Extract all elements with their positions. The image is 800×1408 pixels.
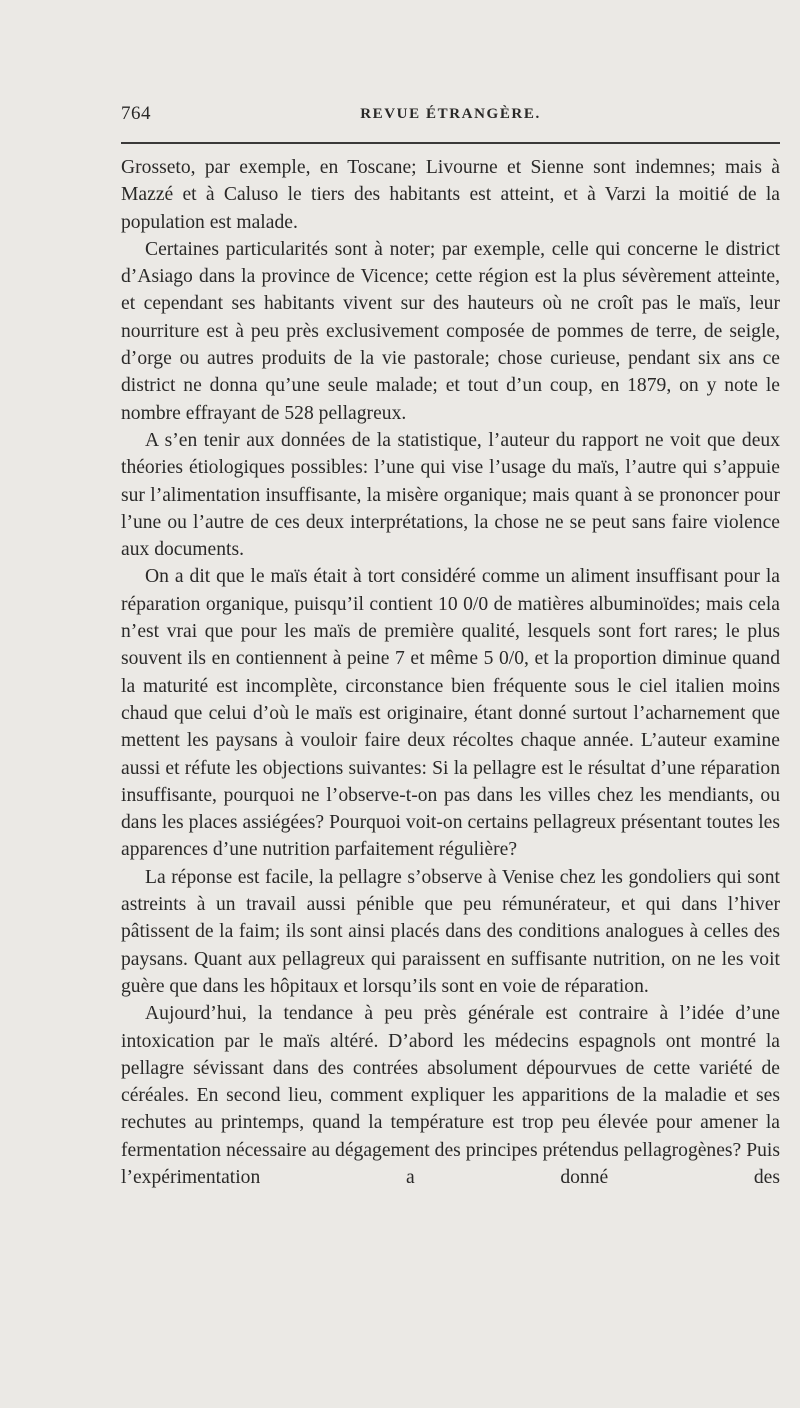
paragraph: Grosseto, par exemple, en Toscane; Livourne et Sienne sont indemnes; mais à Mazzé et à Caluso le tiers des habitants est atteint, et à Varzi la moitié de la population est malade. <box>121 157 780 233</box>
paragraph: Certaines particularités sont à noter; par exemple, celle qui concerne le district d’Asiago dans la province de Vicence; cette région est la plus sévèrement atteinte, et cependant ses habitants vivent sur des hauteurs où ne croît pas le maïs, leur nourriture est à peu près exclusivement composée de pommes de terre, de seigle, d’orge ou autres produits de la vie pastorale; chose curieuse, pendant six ans ce district ne donna qu’une seule malade; et tout d’un coup, en 1879, on y note le nombre effrayant de 528 pellagreux. <box>121 238 780 424</box>
page-header <box>121 103 780 133</box>
paragraph: La réponse est facile, la pellagre s’observe à Venise chez les gondoliers qui sont astreints à un travail aussi pénible que peu rémunérateur, et qui dans l’hiver pâtissent de la faim; ils sont ainsi placés dans des conditions analogues à celles des paysans. Quant aux pellagreux qui paraissent en suffisante nutrition, on ne les voit guère que dans les hôpitaux et lorsqu’ils sont en voie de réparation. <box>121 866 780 997</box>
header-rule <box>121 142 780 144</box>
page-number: 764 <box>121 103 151 124</box>
running-title: REVUE ÉTRANGÈRE. <box>360 106 541 122</box>
paragraph: On a dit que le maïs était à tort considéré comme un aliment insuffisant pour la réparation organique, puisqu’il contient 10 0/0 de matières albuminoïdes; mais cela n’est vrai que pour les maïs de première qualité, lesquels sont fort rares; le plus souvent ils en contiennent à peine 7 et même 5 0/0, et la proportion diminue quand la maturité est incomplète, circonstance bien fréquente sous le ciel italien moins chaud que celui d’où le maïs est originaire, étant donné surtout l’acharnement que mettent les paysans à vouloir faire deux récoltes chaque année. L’auteur examine aussi et réfute les objections suivantes: Si la pellagre est le résultat d’une réparation insuffisante, pourquoi ne l’observe-t-on pas dans les villes chez les mendiants, ou dans les places assiégées? Pourquoi voit-on certains pellagreux présentant toutes les apparences d’une nutrition parfaitement régulière? <box>121 566 780 861</box>
paragraph: Aujourd’hui, la tendance à peu près générale est contraire à l’idée d’une intoxication par le maïs altéré. D’abord les médecins espagnols ont montré la pellagre sévissant dans des contrées absolument dépourvues de cette variété de céréales. En second lieu, comment expliquer les apparitions de la maladie et ses rechutes au printemps, quand la température est trop peu élevée pour amener la fermentation nécessaire au dégagement des principes prétendus pellagrogènes? Puis l’expérimentation a donné des <box>121 1003 780 1188</box>
body-text <box>121 154 780 1191</box>
paragraph: A s’en tenir aux données de la statistique, l’auteur du rapport ne voit que deux théories étiologiques possibles: l’une qui vise l’usage du maïs, l’autre qui s’appuie sur l’alimentation insuffisante, la misère organique; mais quant à se prononcer pour l’une ou l’autre de ces deux interprétations, la chose ne se peut sans faire violence aux documents. <box>121 429 780 561</box>
